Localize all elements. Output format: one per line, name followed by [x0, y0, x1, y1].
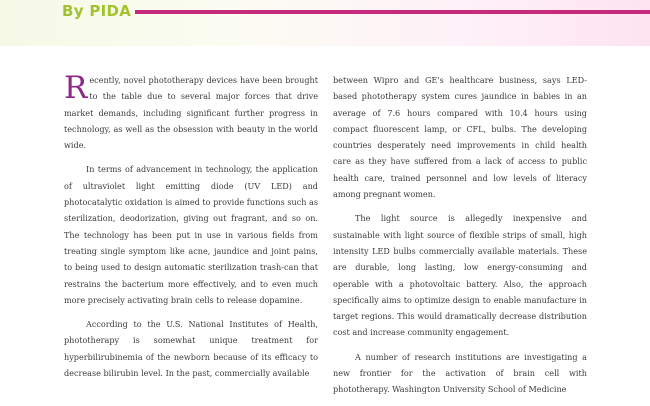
paragraph: between Wipro and GE's healthcare business, says LED-based phototherapy system cures jaundice in babies in an average of 7.6 hours compared with 10.4 hours using compact fluorescent lamp, or CFL, bulbs. The developing countries desperately need improvements in child health care as they have suffered from a lack of access to public health care, trained personnel and low levels of literacy among pregnant women.: [333, 75, 587, 200]
paragraph: A number of research institutions are investigating a new frontier for the activation of brain cell with phototherapy. Washington University School of Medicine: [333, 351, 587, 395]
header-rule: [135, 10, 650, 14]
left-column: [64, 72, 318, 389]
paragraph: The light source is allegedly inexpensive and sustainable with light source of flexible strips of small, high intensity LED bulbs commercially available materials. These are durable, long lasting, low energy-consuming and operable with a photovoltaic battery. Also, the approach specifically aims to optimize design to enable manufacture in target regions. This would dramatically decrease distribution cost and increase community engagement.: [333, 213, 587, 338]
paragraph: [64, 72, 318, 153]
byline: By PIDA: [62, 2, 132, 20]
paragraph-text: ecently, novel phototherapy devices have been brought to the table due to several major forces that drive market demands, including significant further progress in technology, as well as the obsession with beauty in the world wide.: [64, 75, 318, 151]
paragraph: According to the U.S. National Institutes of Health, phototherapy is somewhat unique treatment for hyperbilirubinemia of the newborn because of its efficacy to decrease bilirubin level. In the past, commercially available: [64, 319, 318, 379]
paragraph: In terms of advancement in technology, the application of ultraviolet light emitting diode (UV LED) and photocatalytic oxidation is aimed to provide functions such as sterilization, deodorization, giving out fragrant, and so on. The technology has been put in use in various fields from treating single symptom like acne, jaundice and joint pains, to being used to design automatic sterilization trash-can that restrains the bacterium more effectively, and to even much more precisely activating brain cells to release dopamine.: [64, 164, 319, 305]
drop-cap: R: [64, 70, 88, 106]
right-column: [333, 72, 587, 406]
